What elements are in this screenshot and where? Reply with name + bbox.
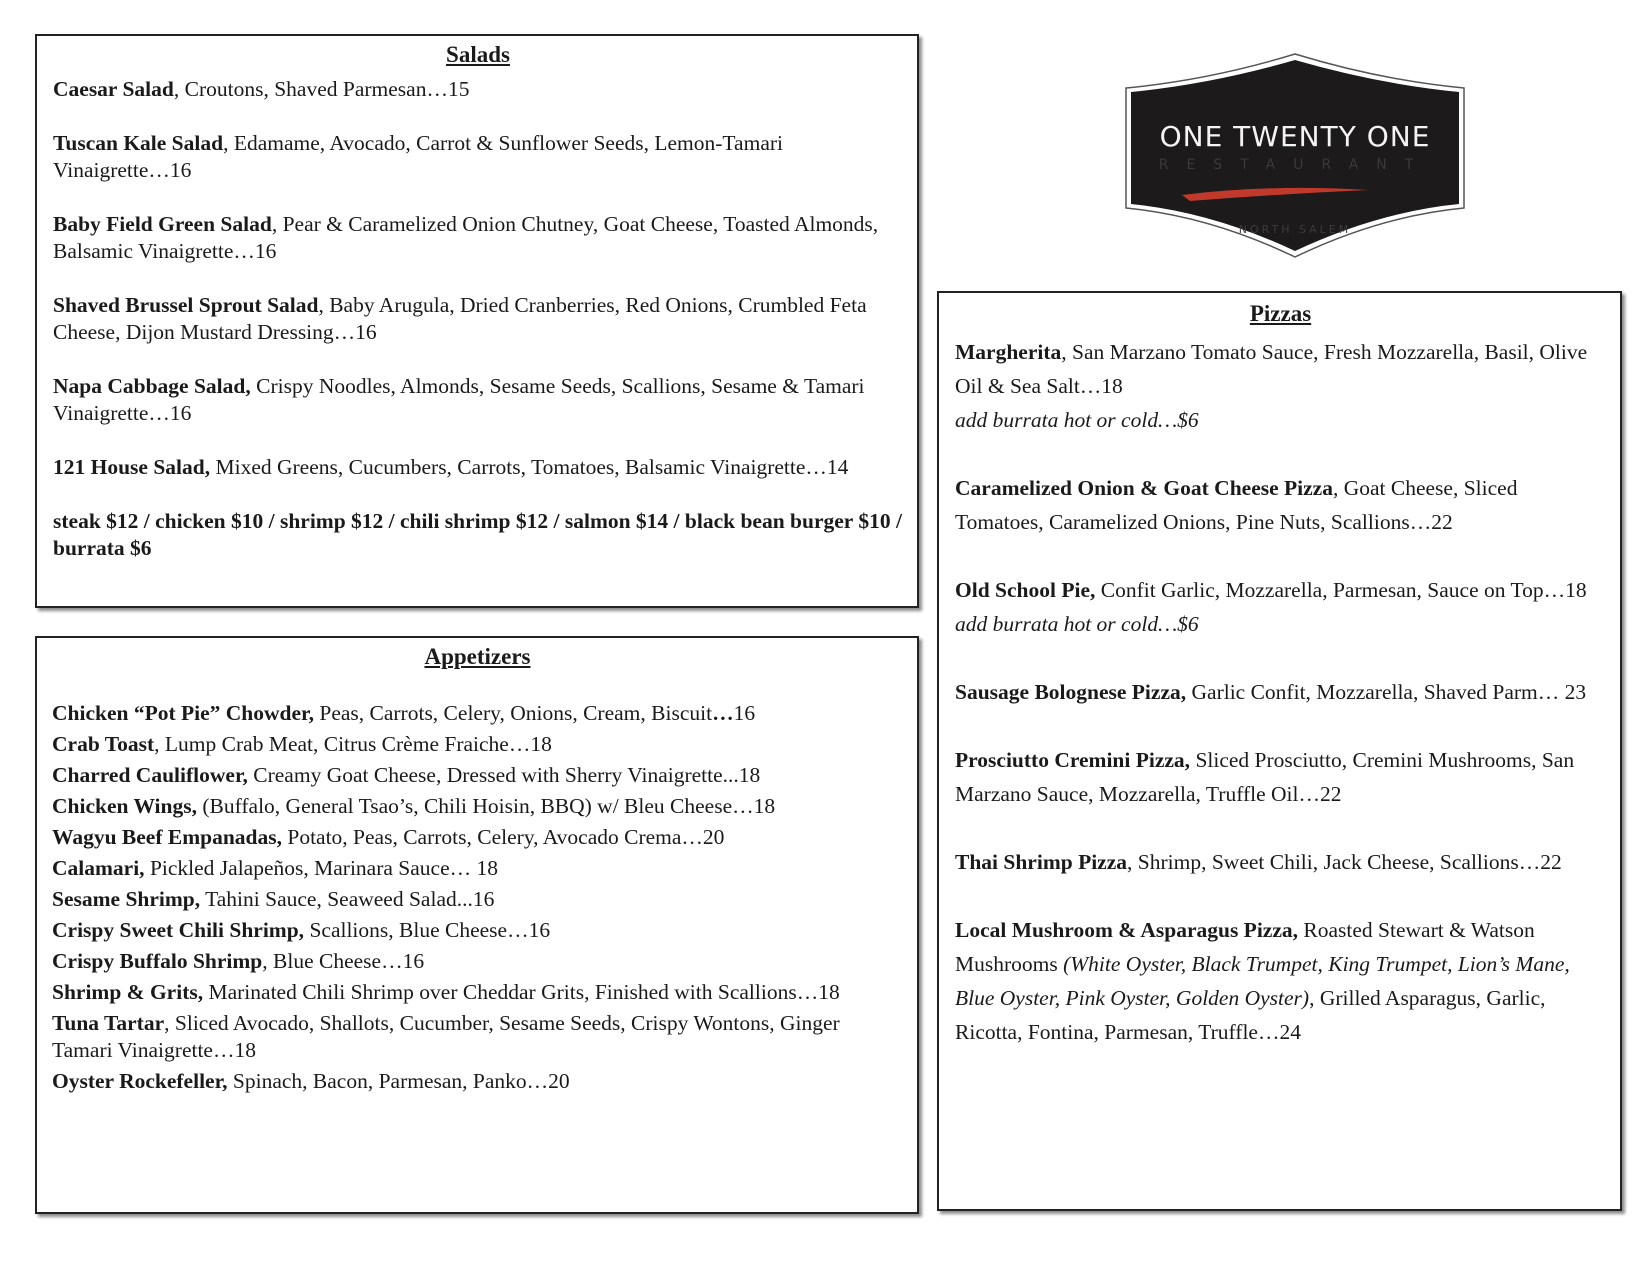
item-name: Shaved Brussel Sprout Salad (53, 293, 319, 317)
item-name: Crab Toast (52, 732, 155, 756)
salads-section (35, 34, 919, 608)
item-name: Napa Cabbage Salad, (53, 374, 251, 398)
menu-item (53, 76, 903, 103)
menu-item (53, 292, 903, 346)
menu-item (955, 573, 1606, 641)
item-addon: add burrata hot or cold…$6 (955, 408, 1199, 432)
item-price: 16 (733, 701, 756, 725)
item-name: Crispy Buffalo Shrimp (52, 949, 263, 973)
menu-item (52, 1010, 903, 1064)
item-description: (Buffalo, General Tsao’s, Chili Hoisin, BBQ) w/ Bleu Cheese…18 (196, 794, 776, 818)
logo-badge-icon (1120, 52, 1470, 258)
logo-subtitle: RESTAURANT (1158, 157, 1432, 173)
item-description: Scallions, Blue Cheese…16 (304, 918, 551, 942)
item-name: Tuscan Kale Salad (53, 131, 224, 155)
menu-item (53, 454, 903, 481)
item-description: Roasted Stewart & Watson Mushrooms (955, 918, 1535, 976)
menu-item (52, 1068, 903, 1095)
item-name: Chicken “Pot Pie” Chowder, (52, 701, 314, 725)
item-addon: add burrata hot or cold…$6 (955, 612, 1199, 636)
appetizers-title: Appetizers (424, 644, 531, 669)
menu-item (955, 743, 1606, 811)
item-name: Baby Field Green Salad (53, 212, 272, 236)
menu-item (53, 211, 903, 265)
item-description: , Baby Arugula, Dried Cranberries, Red Onions, Crumbled Feta Cheese, Dijon Mustard Dressing…16 (53, 293, 867, 344)
item-name: Oyster Rockefeller, (52, 1069, 228, 1093)
item-description: , Pear & Caramelized Onion Chutney, Goat Cheese, Toasted Almonds, Balsamic Vinaigrette…16 (53, 212, 879, 263)
item-name: Margherita (955, 340, 1062, 364)
item-description: Sliced Prosciutto, Cremini Mushrooms, San Marzano Sauce, Mozzarella, Truffle Oil…22 (955, 748, 1575, 806)
item-description: Mixed Greens, Cucumbers, Carrots, Tomatoes, Balsamic Vinaigrette…14 (210, 455, 849, 479)
menu-item (53, 130, 903, 184)
item-description: , Shrimp, Sweet Chili, Jack Cheese, Scallions…22 (1127, 850, 1562, 874)
item-name: Old School Pie, (955, 578, 1096, 602)
item-description: Crispy Noodles, Almonds, Sesame Seeds, Scallions, Sesame & Tamari Vinaigrette…16 (53, 374, 865, 425)
item-name: Charred Cauliflower, (52, 763, 248, 787)
item-name: 121 House Salad, (53, 455, 211, 479)
pizzas-section (937, 291, 1622, 1211)
item-description: Garlic Confit, Mozzarella, Shaved Parm… 23 (1186, 680, 1587, 704)
menu-item (52, 948, 903, 975)
item-description: Confit Garlic, Mozzarella, Parmesan, Sauce on Top…18 (1095, 578, 1587, 602)
menu-item (52, 917, 903, 944)
menu-item (52, 855, 903, 882)
menu-item (52, 793, 903, 820)
item-description: Pickled Jalapeños, Marinara Sauce… 18 (144, 856, 499, 880)
menu-item (955, 471, 1606, 539)
menu-item (53, 373, 903, 427)
item-name: Tuna Tartar (52, 1011, 165, 1035)
item-ellipsis: … (712, 701, 734, 725)
item-description: Peas, Carrots, Celery, Onions, Cream, Biscuit (313, 701, 713, 725)
item-description: , Croutons, Shaved Parmesan…15 (173, 77, 470, 101)
menu-item (52, 886, 903, 913)
menu-item (52, 762, 903, 789)
item-description: , Goat Cheese, Sliced Tomatoes, Caramelized Onions, Pine Nuts, Scallions…22 (955, 476, 1518, 534)
item-name: Thai Shrimp Pizza (955, 850, 1128, 874)
logo-location: NORTH SALEM (1238, 223, 1352, 236)
menu-item (52, 700, 903, 727)
item-name: Wagyu Beef Empanadas, (52, 825, 282, 849)
menu-item (955, 675, 1606, 709)
item-description: Potato, Peas, Carrots, Celery, Avocado Crema…20 (281, 825, 725, 849)
logo-name: ONE TWENTY ONE (1159, 120, 1431, 153)
menu-item (52, 979, 903, 1006)
item-name: Caramelized Onion & Goat Cheese Pizza (955, 476, 1333, 500)
item-mushroom-varieties: (White Oyster, Black Trumpet, King Trumpet, Lion’s Mane, Blue Oyster, Pink Oyster, Golden Oyster) (955, 952, 1570, 1010)
item-name: Caesar Salad (53, 77, 174, 101)
salads-title: Salads (446, 42, 510, 67)
item-name: Chicken Wings, (52, 794, 197, 818)
item-name: Crispy Sweet Chili Shrimp, (52, 918, 305, 942)
menu-item (52, 731, 903, 758)
item-description-continued: , Grilled Asparagus, Garlic, Ricotta, Fontina, Parmesan, Truffle…24 (955, 986, 1546, 1044)
pizzas-title: Pizzas (1249, 301, 1312, 326)
item-description: Marinated Chili Shrimp over Cheddar Grits, Finished with Scallions…18 (203, 980, 840, 1004)
item-description: Tahini Sauce, Seaweed Salad...16 (200, 887, 495, 911)
item-description: , Blue Cheese…16 (262, 949, 425, 973)
item-name: Calamari, (52, 856, 145, 880)
item-name: Local Mushroom & Asparagus Pizza, (955, 918, 1299, 942)
item-description: , Lump Crab Meat, Citrus Crème Fraiche…18 (154, 732, 552, 756)
item-description: Spinach, Bacon, Parmesan, Panko…20 (227, 1069, 570, 1093)
appetizers-section (35, 636, 919, 1214)
item-description: Creamy Goat Cheese, Dressed with Sherry Vinaigrette...18 (247, 763, 761, 787)
item-description: , San Marzano Tomato Sauce, Fresh Mozzarella, Basil, Olive Oil & Sea Salt…18 (955, 340, 1588, 398)
menu-item (52, 824, 903, 851)
menu-item (955, 335, 1606, 437)
item-description: , Sliced Avocado, Shallots, Cucumber, Sesame Seeds, Crispy Wontons, Ginger Tamari Vinaigrette…18 (52, 1011, 840, 1062)
restaurant-logo (1120, 52, 1470, 258)
item-name: Prosciutto Cremini Pizza, (955, 748, 1191, 772)
item-name: Sausage Bolognese Pizza, (955, 680, 1187, 704)
item-name: Sesame Shrimp, (52, 887, 201, 911)
item-name: Shrimp & Grits, (52, 980, 204, 1004)
salad-addons: steak $12 / chicken $10 / shrimp $12 / chili shrimp $12 / salmon $14 / black bean burger $10 / burrata $6 (53, 509, 902, 560)
item-description: , Edamame, Avocado, Carrot & Sunflower Seeds, Lemon-Tamari Vinaigrette…16 (53, 131, 784, 182)
menu-item (955, 913, 1606, 1049)
menu-item (955, 845, 1606, 879)
